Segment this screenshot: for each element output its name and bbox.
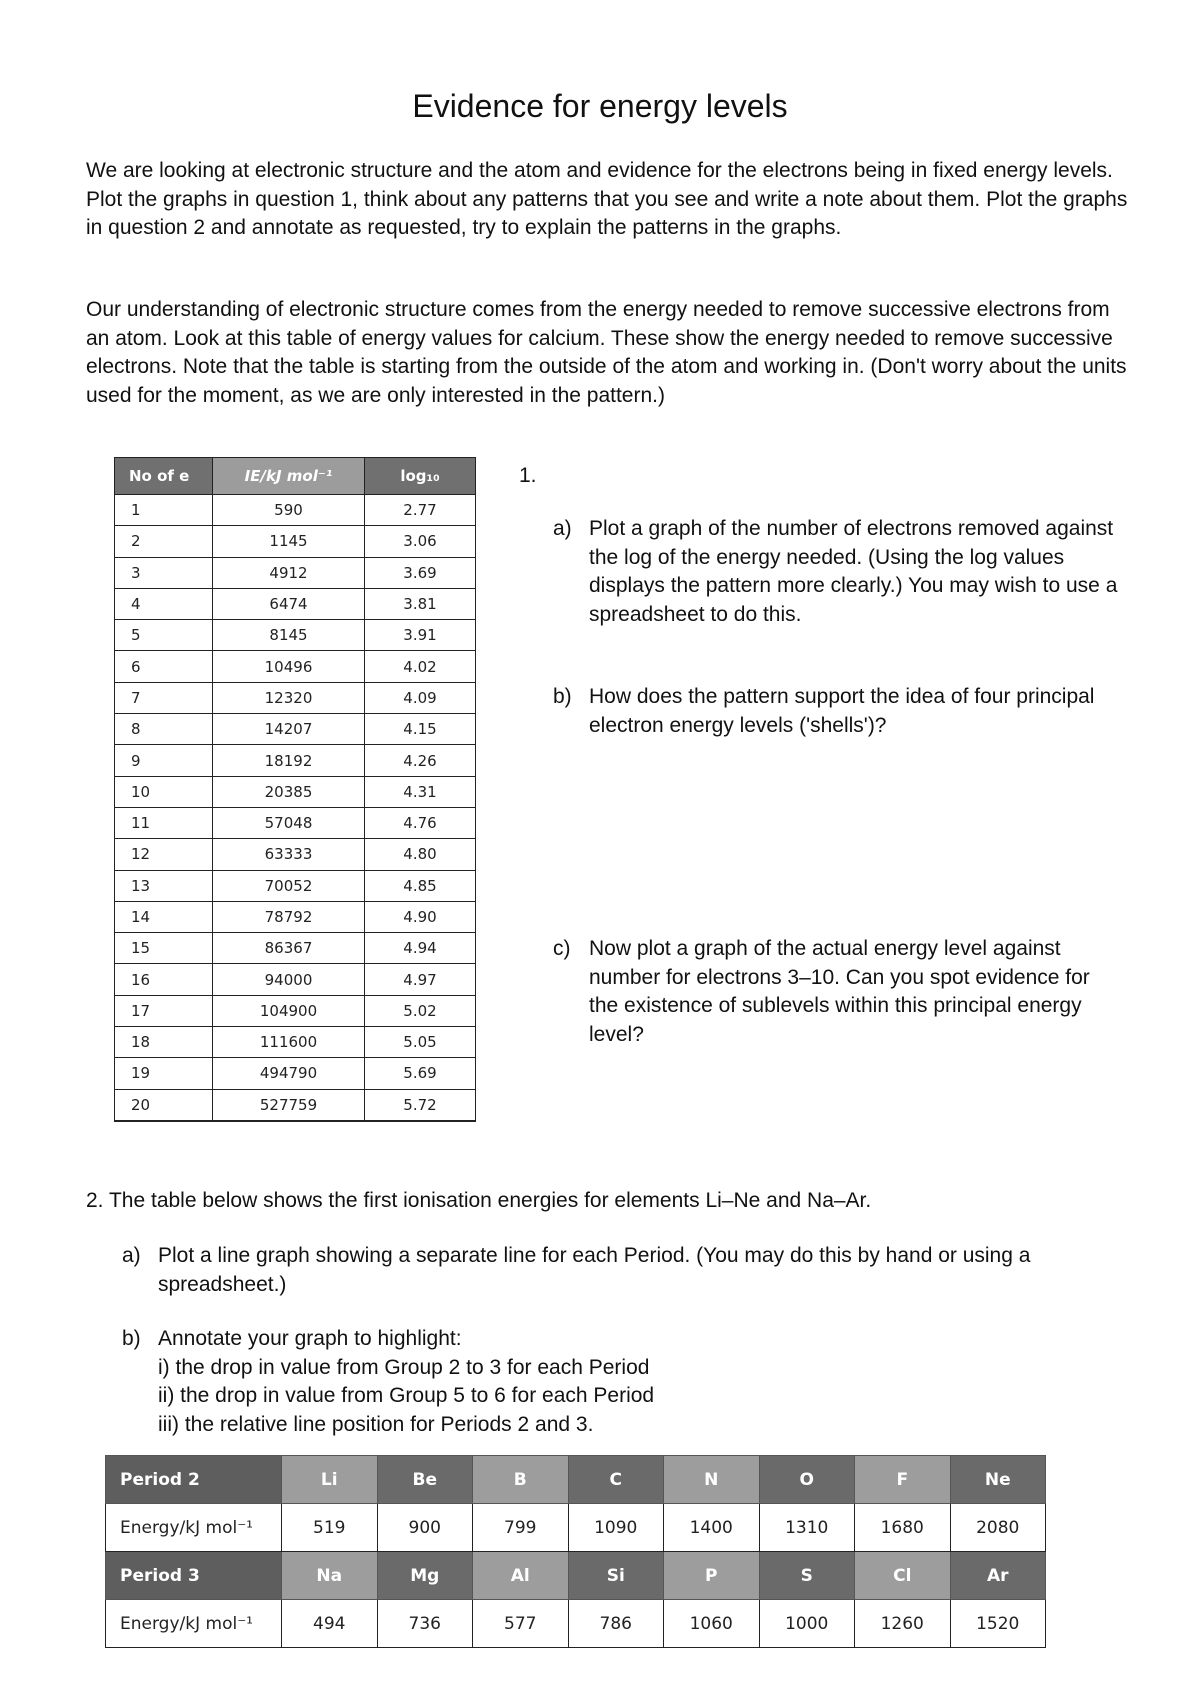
period2-energy-row [106, 1504, 1046, 1552]
table-row [115, 651, 476, 682]
energy-value-cell: 786 [568, 1600, 664, 1648]
energy-value-cell: 1060 [664, 1600, 760, 1648]
table-row [115, 1058, 476, 1089]
element-symbol-cell: Ar [950, 1552, 1046, 1600]
electron-number-cell: 13 [115, 870, 213, 901]
question-2b-line: Annotate your graph to highlight: [158, 1327, 462, 1350]
intro-paragraph-2: Our understanding of electronic structure comes from the energy needed to remove successive electrons from an atom. Look at this table of energy values for calcium. These show the energy needed to remove successive electrons. Note that the table is starting from the outside of the atom and working in. (Don't worry about the units used for the moment, as we are only interested in the pattern.) [86, 298, 1127, 407]
energy-value-cell: 494 [282, 1600, 378, 1648]
electron-number-cell: 14 [115, 901, 213, 932]
electron-number-cell: 3 [115, 557, 213, 588]
log-value-cell: 5.72 [365, 1089, 476, 1121]
log-value-cell: 4.90 [365, 901, 476, 932]
question-1-number: 1. [519, 464, 537, 487]
ionisation-energy-cell: 18192 [213, 745, 365, 776]
electron-number-cell: 7 [115, 682, 213, 713]
electron-number-cell: 8 [115, 714, 213, 745]
question-2a [122, 1242, 1122, 1299]
table-row [115, 557, 476, 588]
element-symbol-cell: Li [282, 1456, 378, 1504]
table-row [115, 870, 476, 901]
log-value-cell: 3.06 [365, 526, 476, 557]
table-row [115, 964, 476, 995]
table-row [115, 933, 476, 964]
log-value-cell: 4.80 [365, 839, 476, 870]
table-row [115, 588, 476, 619]
header-log10: log₁₀ [365, 458, 476, 495]
intro-paragraph-1: We are looking at electronic structure and the atom and evidence for the electrons being in fixed energy levels. Plot the graphs in question 1, think about any patterns that you see and write a note about them. Plot the graphs in question 2 and annotate as requested, try to explain the patterns in the graphs. [86, 159, 1128, 239]
energy-value-cell: 2080 [950, 1504, 1046, 1552]
table-row [115, 620, 476, 651]
ionisation-energy-cell: 20385 [213, 776, 365, 807]
ionisation-energy-cell: 94000 [213, 964, 365, 995]
question-2a-text: Plot a line graph showing a separate line for each Period. (You may do this by hand or using a spreadsheet.) [158, 1244, 1031, 1296]
log-value-cell: 5.02 [365, 995, 476, 1026]
period-ionisation-table [105, 1455, 1046, 1648]
element-symbol-cell: Be [377, 1456, 473, 1504]
log-value-cell: 3.91 [365, 620, 476, 651]
electron-number-cell: 6 [115, 651, 213, 682]
element-symbol-cell: Cl [855, 1552, 951, 1600]
energy-value-cell: 799 [473, 1504, 569, 1552]
ionisation-energy-cell: 63333 [213, 839, 365, 870]
table-row [115, 714, 476, 745]
question-1b-label: b) [553, 685, 572, 708]
ionisation-energy-cell: 10496 [213, 651, 365, 682]
electron-number-cell: 2 [115, 526, 213, 557]
ionisation-energy-cell: 527759 [213, 1089, 365, 1121]
energy-value-cell: 1520 [950, 1600, 1046, 1648]
question-2b-label: b) [122, 1327, 141, 1350]
ionisation-energy-cell: 14207 [213, 714, 365, 745]
ionisation-energy-cell: 57048 [213, 807, 365, 838]
question-1a-text: Plot a graph of the number of electrons removed against the log of the energy needed. (Using the log values displays the pattern more clearly.) You may wish to use a spreadsheet to do this. [589, 517, 1118, 626]
element-symbol-cell: Na [282, 1552, 378, 1600]
calcium-ionisation-table [114, 457, 476, 1122]
ionisation-energy-cell: 12320 [213, 682, 365, 713]
question-2-intro: 2. The table below shows the first ionisation energies for elements Li–Ne and Na–Ar. [86, 1189, 872, 1212]
ionisation-energy-cell: 6474 [213, 588, 365, 619]
log-value-cell: 4.85 [365, 870, 476, 901]
element-symbol-cell: Al [473, 1552, 569, 1600]
electron-number-cell: 4 [115, 588, 213, 619]
question-1a [553, 515, 1123, 629]
log-value-cell: 4.02 [365, 651, 476, 682]
table-row [115, 1089, 476, 1121]
question-1b-text: How does the pattern support the idea of four principal electron energy levels ('shells')? [589, 685, 1095, 737]
energy-value-cell: 736 [377, 1600, 473, 1648]
energy-label-cell: Energy/kJ mol⁻¹ [106, 1504, 282, 1552]
electron-number-cell: 17 [115, 995, 213, 1026]
period3-header-row [106, 1552, 1046, 1600]
log-value-cell: 4.09 [365, 682, 476, 713]
energy-value-cell: 1400 [664, 1504, 760, 1552]
table-row [115, 1027, 476, 1058]
log-value-cell: 4.26 [365, 745, 476, 776]
question-2b-line: ii) the drop in value from Group 5 to 6 for each Period [158, 1384, 655, 1407]
element-symbol-cell: S [759, 1552, 855, 1600]
table-row [115, 495, 476, 526]
element-symbol-cell: Mg [377, 1552, 473, 1600]
table-row [115, 526, 476, 557]
element-symbol-cell: B [473, 1456, 569, 1504]
element-symbol-cell: Si [568, 1552, 664, 1600]
energy-label-cell: Energy/kJ mol⁻¹ [106, 1600, 282, 1648]
question-2b-line: iii) the relative line position for Periods 2 and 3. [158, 1412, 594, 1436]
ionisation-energy-cell: 104900 [213, 995, 365, 1026]
header-ionisation-energy: IE/kJ mol⁻¹ [213, 458, 365, 495]
electron-number-cell: 12 [115, 839, 213, 870]
log-value-cell: 4.97 [365, 964, 476, 995]
question-1c-text: Now plot a graph of the actual energy level against number for electrons 3–10. Can you spot evidence for the existence of sublevels within this principal energy level? [589, 937, 1090, 1046]
electron-number-cell: 11 [115, 807, 213, 838]
table-row [115, 839, 476, 870]
element-symbol-cell: C [568, 1456, 664, 1504]
electron-number-cell: 15 [115, 933, 213, 964]
period2-label: Period 2 [106, 1456, 282, 1504]
table-row [115, 995, 476, 1026]
log-value-cell: 3.81 [365, 588, 476, 619]
ionisation-energy-cell: 494790 [213, 1058, 365, 1089]
table-row [115, 807, 476, 838]
electron-number-cell: 10 [115, 776, 213, 807]
energy-value-cell: 577 [473, 1600, 569, 1648]
element-symbol-cell: F [855, 1456, 951, 1504]
log-value-cell: 4.94 [365, 933, 476, 964]
question-2b [122, 1325, 1122, 1439]
log-value-cell: 4.15 [365, 714, 476, 745]
log-value-cell: 5.05 [365, 1027, 476, 1058]
energy-value-cell: 1680 [855, 1504, 951, 1552]
table-row [115, 745, 476, 776]
energy-value-cell: 519 [282, 1504, 378, 1552]
period3-label: Period 3 [106, 1552, 282, 1600]
ionisation-energy-cell: 111600 [213, 1027, 365, 1058]
energy-value-cell: 1260 [855, 1600, 951, 1648]
ionisation-energy-cell: 590 [213, 495, 365, 526]
ionisation-energy-cell: 70052 [213, 870, 365, 901]
calcium-table-header [115, 458, 476, 495]
period2-header-row [106, 1456, 1046, 1504]
ionisation-energy-cell: 86367 [213, 933, 365, 964]
log-value-cell: 4.76 [365, 807, 476, 838]
log-value-cell: 4.31 [365, 776, 476, 807]
log-value-cell: 3.69 [365, 557, 476, 588]
question-2b-line: i) the drop in value from Group 2 to 3 for each Period [158, 1355, 650, 1379]
electron-number-cell: 5 [115, 620, 213, 651]
table-row [115, 776, 476, 807]
question-1c-label: c) [553, 937, 571, 960]
electron-number-cell: 16 [115, 964, 213, 995]
header-electron-number: No of e [115, 458, 213, 495]
electron-number-cell: 20 [115, 1089, 213, 1121]
electron-number-cell: 18 [115, 1027, 213, 1058]
question-1b [553, 683, 1123, 740]
period3-energy-row [106, 1600, 1046, 1648]
question-1c [553, 935, 1123, 1049]
energy-value-cell: 1310 [759, 1504, 855, 1552]
log-value-cell: 5.69 [365, 1058, 476, 1089]
energy-value-cell: 1090 [568, 1504, 664, 1552]
ionisation-energy-cell: 1145 [213, 526, 365, 557]
ionisation-energy-cell: 8145 [213, 620, 365, 651]
ionisation-energy-cell: 4912 [213, 557, 365, 588]
table-row [115, 901, 476, 932]
table-row [115, 682, 476, 713]
energy-value-cell: 1000 [759, 1600, 855, 1648]
page-title: Evidence for energy levels [412, 88, 788, 124]
ionisation-energy-cell: 78792 [213, 901, 365, 932]
question-1a-label: a) [553, 517, 572, 540]
element-symbol-cell: Ne [950, 1456, 1046, 1504]
electron-number-cell: 9 [115, 745, 213, 776]
element-symbol-cell: O [759, 1456, 855, 1504]
element-symbol-cell: P [664, 1552, 760, 1600]
log-value-cell: 2.77 [365, 495, 476, 526]
energy-value-cell: 900 [377, 1504, 473, 1552]
question-2a-label: a) [122, 1244, 141, 1267]
electron-number-cell: 19 [115, 1058, 213, 1089]
electron-number-cell: 1 [115, 495, 213, 526]
element-symbol-cell: N [664, 1456, 760, 1504]
